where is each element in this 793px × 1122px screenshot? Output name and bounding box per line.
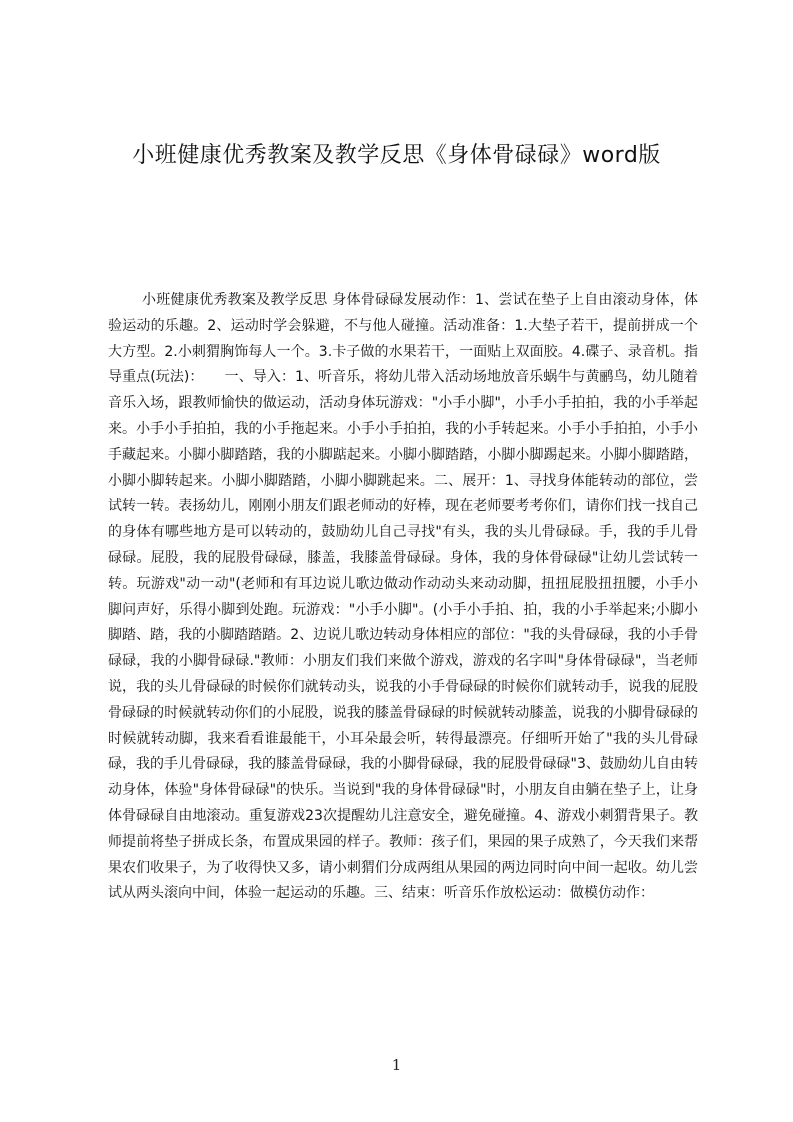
page-number: 1 — [391, 1056, 402, 1074]
document-body: 小班健康优秀教案及教学反思 身体骨碌碌发展动作：1、尝试在垫子上自由滚动身体，体验运动的乐趣。2、运动时学会躲避，不与他人碰撞。活动准备：1.大垫子若干，提前拼成一个大方型。2.小刺猬胸饰每人一个。3.卡子做的水果若干，一面贴上双面胶。4.碟子、录音机。指导重点(玩法)： 一、导入：1、听音乐，将幼儿带入活动场地放音乐蜗牛与黄鹂鸟，幼儿随着音乐入场，跟教师愉快的做运动，活动身体玩游戏："小手小脚"，小手小手拍拍，我的小手举起来。小手小手拍拍，我的小手拖起来。小手小手拍拍，我的小手转起来。小手小手拍拍，小手小手藏起来。小脚小脚踏踏，我的小脚踮起来。小脚小脚踏踏，小脚小脚踢起来。小脚小脚踏踏，小脚小脚转起来。小脚小脚踏踏，小脚小脚跳起来。二、展开：1、寻找身体能转动的部位，尝试转一转。表扬幼儿，刚刚小朋友们跟老师动的好棒，现在老师要考考你们，请你们找一找自己的身体有哪些地方是可以转动的，鼓励幼儿自己寻找"有头，我的头儿骨碌碌。手，我的手儿骨碌碌。屁股，我的屁股骨碌碌，膝盖，我膝盖骨碌碌。身体，我的身体骨碌碌"让幼儿尝试转一转。玩游戏"动一动"(老师和有耳边说儿歌边做动作动动头来动动脚，扭扭屁股扭扭腰，小手小脚问声好，乐得小脚到处跑。玩游戏："小手小脚"。(小手小手拍、拍，我的小手举起来;小脚小脚踏、踏，我的小脚踏踏踏。2、边说儿歌边转动身体相应的部位："我的头骨碌碌，我的小手骨碌碌，我的小脚骨碌碌."教师：小朋友们我们来做个游戏，游戏的名字叫"身体骨碌碌"，当老师说，我的头儿骨碌碌的时候你们就转动头，说我的小手骨碌碌的时候你们就转动手，说我的屁股骨碌碌的时候就转动你们的小屁股，说我的膝盖骨碌碌的时候就转动膝盖，说我的小脚骨碌碌的时候就转动脚，我来看看谁最能干，小耳朵最会听，转得最漂亮。仔细听开始了"我的头儿骨碌碌，我的手儿骨碌碌，我的膝盖骨碌碌，我的小脚骨碌碌，我的屁股骨碌碌"3、鼓励幼儿自由转动身体，体验"身体骨碌碌"的快乐。当说到"我的身体骨碌碌"时，小朋友自由躺在垫子上，让身体骨碌碌自由地滚动。重复游戏23次提醒幼儿注意安全，避免碰撞。4、游戏小刺猬背果子。教师提前将垫子拼成长条，布置成果园的样子。教师：孩子们，果园的果子成熟了，今天我们来帮果农们收果子，为了收得快又多，请小刺猬们分成两组从果园的两边同时向中间一起收。幼儿尝试从两头滚向中间，体验一起运动的乐趣。三、结束：听音乐作放松运动：做模仿动作： — [108, 292, 698, 902]
document-title: 小班健康优秀教案及教学反思《身体骨碌碌》word版 — [132, 143, 661, 168]
